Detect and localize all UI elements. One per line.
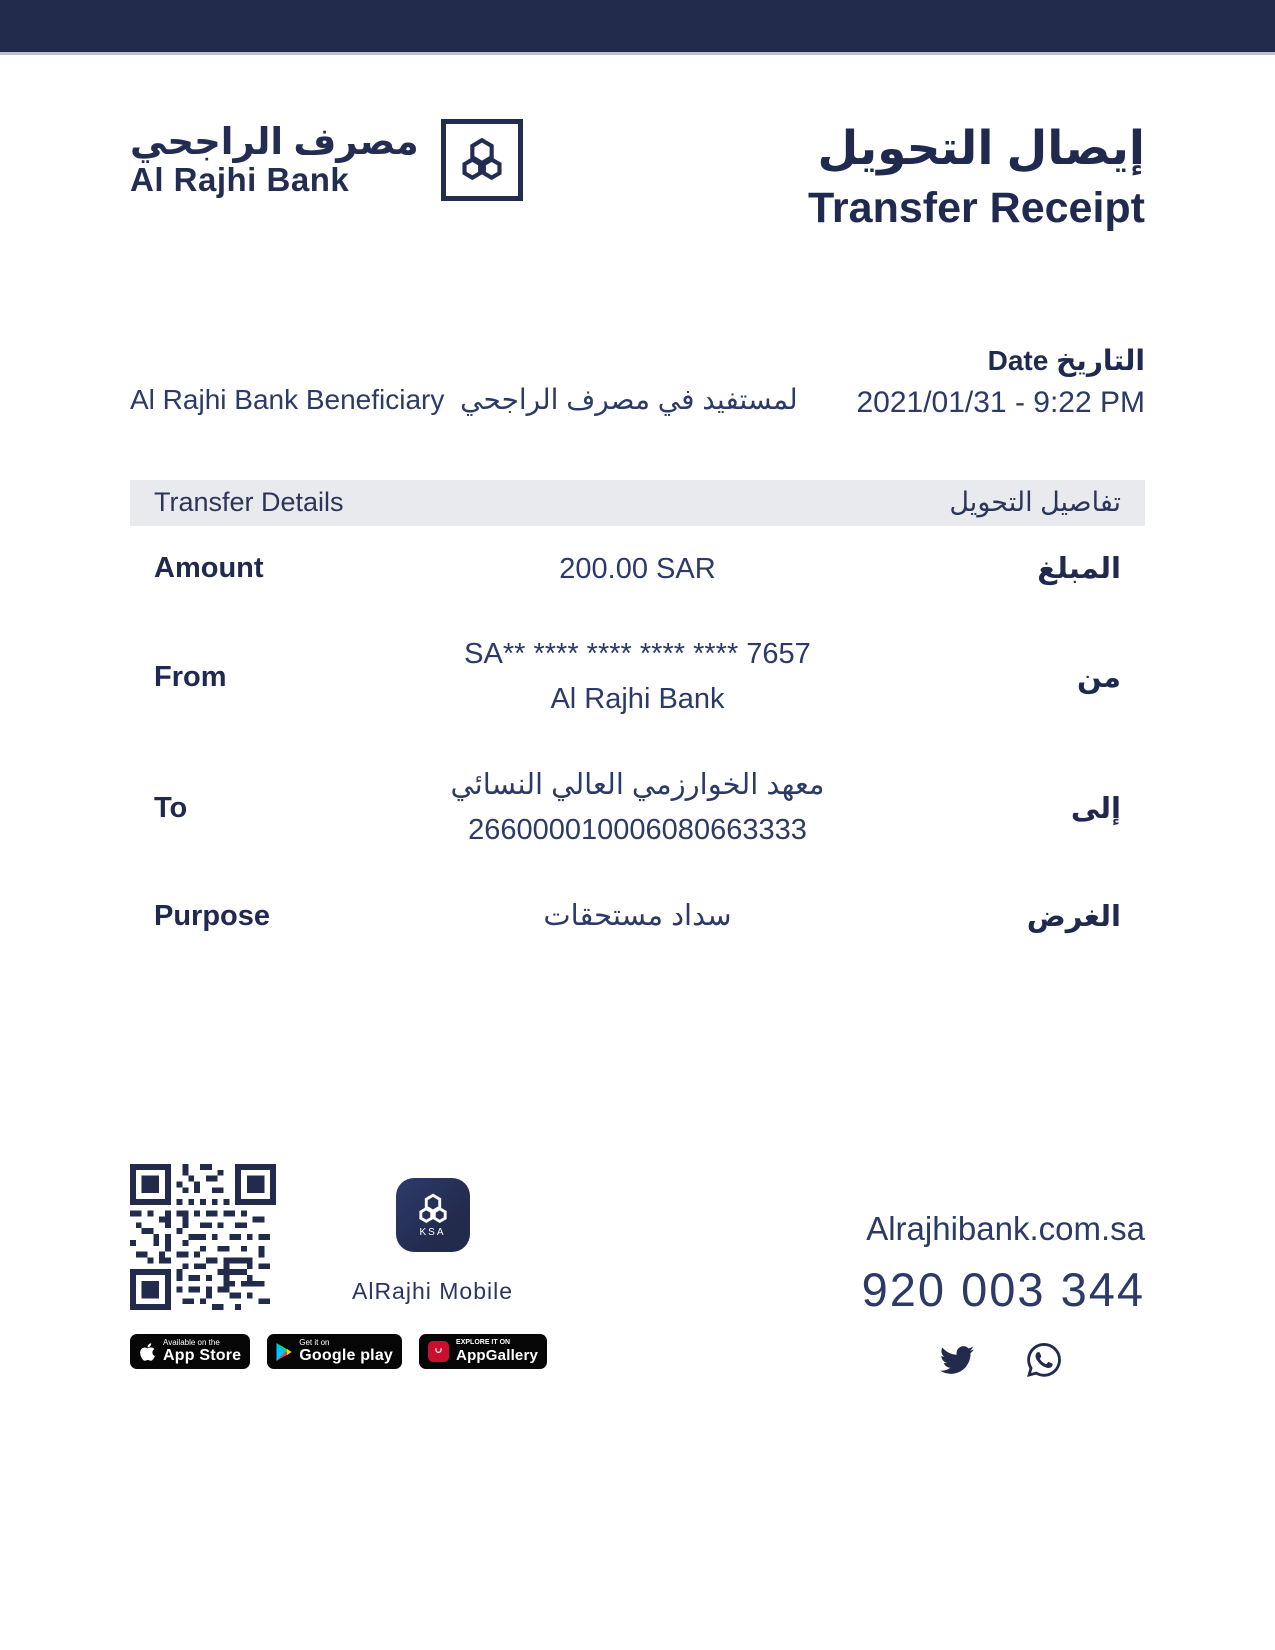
transfer-details-section [130,480,1145,960]
twitter-icon[interactable] [937,1343,977,1377]
bank-logo [130,119,523,201]
google-play-badge[interactable] [267,1334,402,1369]
from-label-ar: من [1076,661,1121,694]
app-gallery-badge-line2: AppGallery [456,1347,539,1365]
app-icon-ksa-label: KSA [419,1226,446,1238]
amount-label-en: Amount [154,552,264,585]
bank-logo-arabic-text: مصرف الراجحي [130,121,419,163]
to-beneficiary-name: معهد الخوارزمي العالي النسائي [450,769,825,802]
google-play-icon [276,1343,292,1361]
footer [130,1164,1145,1377]
amount-label-ar: المبلغ [1037,553,1121,586]
apple-icon [139,1342,156,1362]
transfer-details-header [130,480,1145,526]
bank-logo-english-text: Al Rajhi Bank [130,161,350,199]
from-row [130,611,1145,742]
app-store-badge[interactable] [130,1334,250,1369]
bank-website: Alrajhibank.com.sa [866,1210,1145,1248]
details-header-arabic: تفاصيل التحويل [949,487,1121,517]
date-section [130,344,1145,420]
beneficiary-text-arabic: لمستفيد في مصرف الراجحي [460,383,798,415]
google-play-badge-line2: Google play [299,1347,394,1365]
to-row [130,742,1145,873]
beneficiary-line [130,383,798,420]
qr-code [130,1164,276,1310]
to-label-en: To [154,791,188,824]
bank-emblem-icon [441,119,523,201]
huawei-appgallery-icon [428,1341,449,1362]
to-label-ar: إلى [1070,792,1121,825]
store-badges [130,1334,547,1369]
purpose-label-ar: الغرض [1026,901,1121,934]
purpose-row [130,873,1145,959]
page-title-english: Transfer Receipt [808,183,1145,232]
purpose-value: سداد مستحقات [543,900,732,933]
from-label-en: From [154,660,227,693]
from-account-masked: SA** **** **** **** **** 7657 [464,638,811,671]
page-title-arabic: إيصال التحويل [817,121,1145,174]
alrajhi-mobile-app-icon [396,1178,470,1252]
app-store-badge-line1: Available on the [163,1337,220,1347]
app-gallery-badge-line1: EXPLORE IT ON [456,1338,511,1346]
app-gallery-badge[interactable] [419,1334,547,1369]
google-play-badge-line1: Get it on [299,1337,330,1347]
app-name-label: AlRajhi Mobile [352,1278,514,1305]
from-bank-name: Al Rajhi Bank [550,683,725,716]
date-label: التاريخ Date [987,344,1145,376]
purpose-label-en: Purpose [154,900,271,933]
whatsapp-icon[interactable] [1027,1343,1061,1377]
to-account-number: 266000010006080663333 [468,814,807,847]
amount-row [130,526,1145,612]
beneficiary-text-english: Al Rajhi Bank Beneficiary [130,383,445,415]
top-navy-bar [0,0,1275,55]
app-store-badge-line2: App Store [163,1347,242,1365]
details-header-english: Transfer Details [154,487,344,517]
bank-phone-number: 920 003 344 [861,1263,1145,1317]
date-value: 2021/01/31 - 9:22 PM [856,385,1145,419]
receipt-header [130,55,1145,236]
amount-value: 200.00 SAR [559,552,716,585]
